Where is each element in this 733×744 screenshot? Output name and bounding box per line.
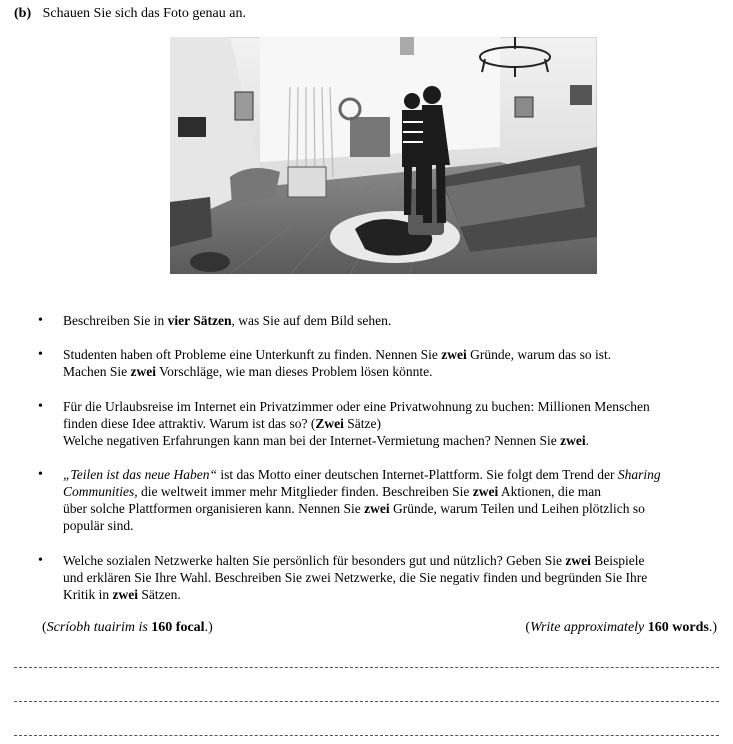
text-segment: Aktionen, die man [498, 484, 602, 499]
photo-room-with-couple [170, 37, 597, 274]
text-segment: und erklären Sie Ihre Wahl. Beschreiben Sie zwei Netzwerke, die Sie negativ finden und begründen Sie Ihre [63, 570, 648, 585]
bullet-dot: • [38, 347, 43, 362]
emphasis-bold: Zwei [315, 416, 344, 431]
answer-line[interactable] [14, 701, 719, 702]
emphasis-italic: Scríobh tuairim is [46, 620, 148, 635]
emphasis-italic: Write approximately [530, 620, 645, 635]
word-count-irish [42, 620, 213, 636]
emphasis-bold: zwei [130, 364, 156, 379]
text-segment: finden diese Idee attraktiv. Warum ist das so? ( [63, 416, 316, 431]
text-segment: .) [708, 620, 717, 635]
question-part-label: (b) [14, 6, 32, 21]
text-segment: Welche sozialen Netzwerke halten Sie persönlich für besonders gut und nützlich? Geben Sie [63, 553, 566, 568]
emphasis-bold: zwei [472, 484, 499, 499]
text-segment: Sätze) [343, 416, 381, 431]
question-instruction: Schauen Sie sich das Foto genau an. [42, 6, 246, 21]
emphasis-italic: Sharing [617, 467, 661, 482]
task-text [63, 346, 723, 380]
text-segment: die weltweit immer mehr Mitglieder finden. Beschreiben Sie [137, 484, 473, 499]
task-text [63, 312, 723, 329]
task-text [63, 398, 723, 449]
emphasis-italic: Communities, [63, 484, 138, 499]
emphasis-bold: zwei [441, 347, 467, 362]
text-segment: . [585, 433, 589, 448]
text-segment: über solche Plattformen organisieren kann. Nennen Sie [63, 501, 365, 516]
bullet-dot: • [38, 467, 43, 482]
text-segment: Kritik in [63, 587, 113, 602]
emphasis-bold: zwei [560, 433, 586, 448]
task-text [63, 552, 723, 603]
task-text [63, 466, 723, 534]
text-segment: Studenten haben oft Probleme eine Unterkunft zu finden. Nennen Sie [63, 347, 442, 362]
emphasis-bold: 160 words [647, 620, 709, 635]
text-segment: ( [42, 620, 47, 635]
answer-line[interactable] [14, 667, 719, 668]
bullet-dot: • [38, 399, 43, 414]
bullet-dot: • [38, 553, 43, 568]
emphasis-bold: vier Sätzen [167, 313, 232, 328]
question-header [14, 6, 246, 22]
text-segment: Gründe, warum Teilen und Leihen plötzlich so [389, 501, 645, 516]
text-segment: Für die Urlaubsreise im Internet ein Privatzimmer oder eine Privatwohnung zu buchen: Millionen Menschen [63, 399, 650, 414]
text-segment: Welche negativen Erfahrungen kann man bei der Internet-Vermietung machen? Nennen Sie [63, 433, 561, 448]
text-segment: ( [525, 620, 531, 635]
text-segment: populär sind. [63, 518, 134, 533]
answer-line[interactable] [14, 735, 719, 736]
emphasis-bold: zwei [364, 501, 390, 516]
text-segment: Gründe, warum das so ist. [466, 347, 612, 362]
text-segment: Vorschläge, wie man dieses Problem lösen könnte. [155, 364, 433, 379]
text-segment: Machen Sie [63, 364, 131, 379]
emphasis-bold: 160 focal [151, 620, 205, 635]
text-segment: Sätzen. [137, 587, 181, 602]
emphasis-bold: zwei [565, 553, 591, 568]
emphasis-bold: zwei [112, 587, 138, 602]
bullet-dot: • [38, 313, 43, 328]
emphasis-italic: „Teilen ist das neue Haben“ [63, 467, 218, 482]
photo-image [170, 37, 597, 274]
word-count-english [525, 620, 717, 636]
text-segment: ist das Motto einer deutschen Internet-Plattform. Sie folgt dem Trend der [217, 467, 618, 482]
text-segment: Beispiele [590, 553, 645, 568]
text-segment: Beschreiben Sie in [63, 313, 168, 328]
text-segment: .) [204, 620, 213, 635]
text-segment: , was Sie auf dem Bild sehen. [231, 313, 392, 328]
